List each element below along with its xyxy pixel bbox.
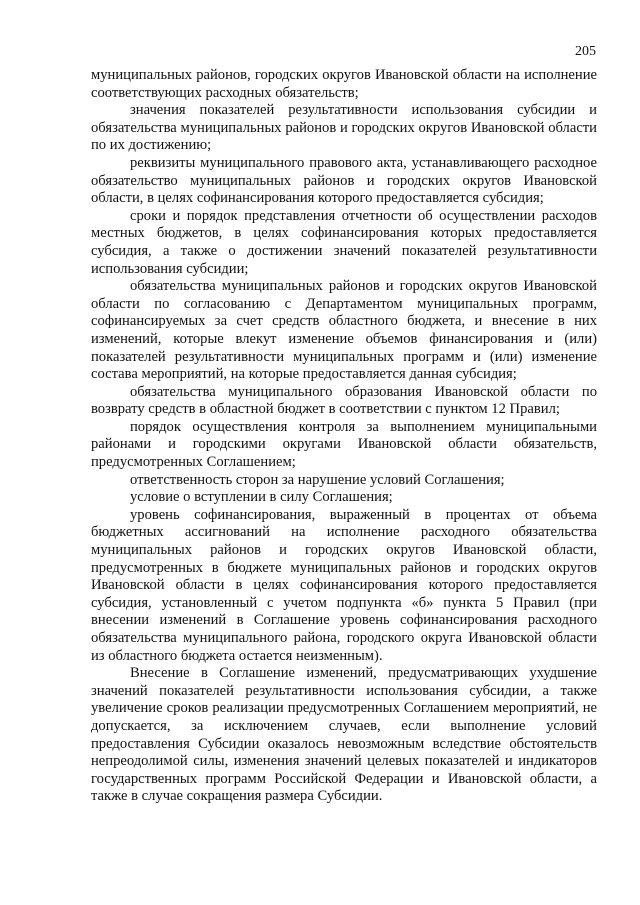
page-number: 205 (575, 44, 596, 59)
paragraph: обязательства муниципального образования Ивановской области по возврату средств в областной бюджет в соответствии с пунктом 12 Правил; (91, 383, 597, 418)
paragraph: значения показателей результативности использования субсидии и обязательства муниципальных районов и городских округов Ивановской области по их достижению; (91, 102, 597, 154)
paragraph: порядок осуществления контроля за выполнением муниципальными районами и городскими округами Ивановской области обязательств, предусмотренных Соглашением; (91, 418, 597, 471)
paragraph: ответственность сторон за нарушение условий Соглашения; (130, 471, 505, 488)
paragraph: муниципальных районов, городских округов Ивановской области на исполнение соответствующих расходных обязательств; (91, 67, 597, 101)
paragraph: реквизиты муниципального правового акта, устанавливающего расходное обязательство муниципальных районов и городских округов Ивановской области, в целях софинансирования которого предоставляется субсидия; (91, 154, 597, 207)
paragraph: Внесение в Соглашение изменений, предусматривающих ухудшение значений показателей результативности использования субсидии, а также увеличение сроков реализации предусмотренных Соглашением мероприятий, не допускается, за исключением случаев, если выполнение условий предоставления Субсидии оказалось невозможным вследствие обстоятельств непреодолимой силы, изменения значений целевых показателей и индикаторов государственных программ Российской Федерации и Ивановской области, а также в случае сокращения размера Субсидии. (91, 665, 597, 805)
document-body (91, 67, 597, 806)
paragraph: обязательства муниципальных районов и городских округов Ивановской области по согласованию с Департаментом муниципальных программ, софинансируемых за счет средств областного бюджета, и внесение в них изменений, которые влекут изменение объемов финансирования и (или) показателей результативности муниципальных программ и (или) изменение состава мероприятий, на которые предоставляется данная субсидия; (91, 278, 597, 383)
paragraph: условие о вступлении в силу Соглашения; (130, 489, 393, 506)
paragraph: уровень софинансирования, выраженный в процентах от объема бюджетных ассигнований на исполнение расходного обязательства муниципальных районов и городских округов Ивановской области, предусмотренных в бюджете муниципальных районов и городских округов Ивановской области в целях софинансирования которого предоставляется субсидия, установленный с учетом подпункта «б» пункта 5 Правил (при внесении изменений в Соглашение уровень софинансирования расходного обязательства муниципального района, городского округа Ивановской области из областного бюджета остается неизменным). (91, 506, 597, 664)
paragraph: сроки и порядок представления отчетности об осуществлении расходов местных бюджетов, в целях софинансирования которых предоставляется субсидия, а также о достижении значений показателей результативности использования субсидии; (91, 207, 597, 277)
